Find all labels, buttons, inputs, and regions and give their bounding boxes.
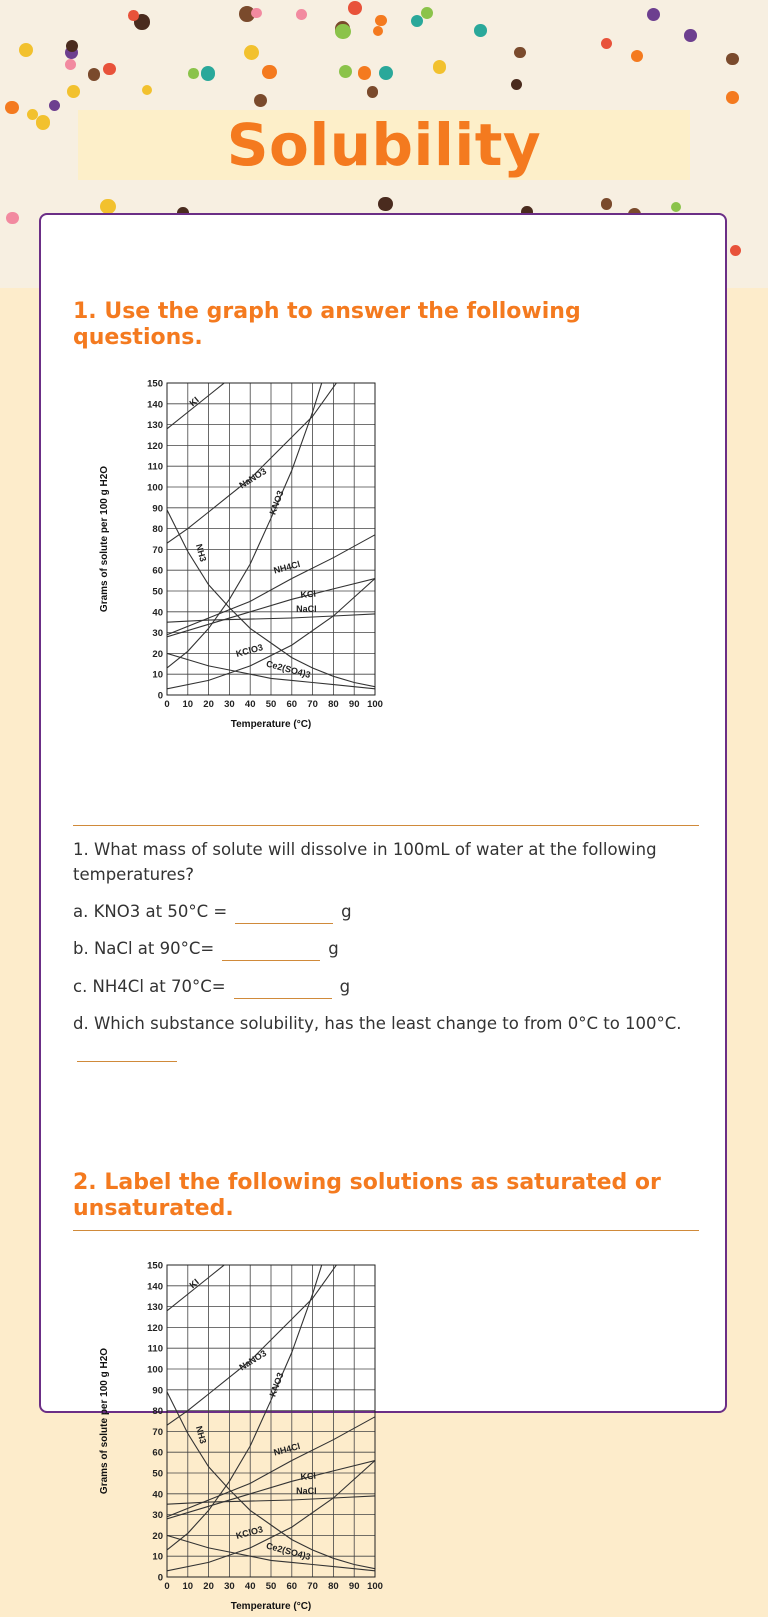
x-tick-label: 40 xyxy=(244,1581,256,1592)
y-tick-label: 20 xyxy=(152,1530,163,1542)
x-tick-label: 70 xyxy=(307,1581,318,1592)
series-label: KCl xyxy=(300,1470,317,1482)
decor-dot xyxy=(6,212,19,225)
series-label: NH4Cl xyxy=(272,558,302,576)
x-tick-label: 60 xyxy=(286,1581,298,1592)
decor-dot xyxy=(411,15,424,28)
x-tick-label: 50 xyxy=(265,1581,277,1592)
y-tick-label: 30 xyxy=(152,628,163,640)
solubility-graph-2 xyxy=(77,1257,383,1617)
x-axis-label: Temperature (°C) xyxy=(230,719,312,730)
decor-dot xyxy=(254,94,267,107)
answer-1b-field[interactable] xyxy=(222,942,320,961)
decor-dot xyxy=(244,45,260,61)
series-label: NaCl xyxy=(296,603,317,614)
decor-dot xyxy=(296,9,307,20)
series-label: NH3 xyxy=(193,542,209,563)
decor-dot xyxy=(262,65,276,79)
decor-dot xyxy=(100,199,116,215)
unit-g: g xyxy=(339,977,351,996)
decor-dot xyxy=(358,66,372,80)
series-label: KI xyxy=(187,1276,201,1291)
question-1d-label: d. Which substance solubility, has the least change to from 0°C to 100°C. xyxy=(73,1014,682,1033)
question-2-heading: 2. Label the following solutions as saturated or unsaturated. xyxy=(73,1170,661,1221)
unit-g: g xyxy=(341,902,352,921)
x-tick-label: 30 xyxy=(224,1581,235,1592)
decor-dot xyxy=(514,47,525,58)
decor-dot xyxy=(88,68,101,81)
decor-dot xyxy=(348,1,362,15)
series-label: NaNO3 xyxy=(237,466,269,491)
decor-dot xyxy=(67,85,80,98)
y-tick-label: 90 xyxy=(152,1385,163,1397)
y-tick-label: 40 xyxy=(152,607,163,619)
y-tick-label: 20 xyxy=(152,648,163,660)
series-label: KI xyxy=(187,394,201,409)
question-1c xyxy=(73,974,693,999)
decor-dot xyxy=(188,68,198,78)
x-tick-label: 0 xyxy=(164,1581,170,1592)
y-tick-label: 90 xyxy=(152,503,163,515)
decor-dot xyxy=(36,115,50,129)
question-1c-label: c. NH4Cl at 70°C= xyxy=(73,977,226,996)
decor-dot xyxy=(433,60,447,74)
decor-dot xyxy=(511,79,522,90)
y-tick-label: 60 xyxy=(152,565,163,577)
series-label: NH3 xyxy=(193,1424,209,1445)
series-label: NaNO3 xyxy=(237,1348,269,1373)
y-tick-label: 130 xyxy=(147,1302,163,1314)
question-1a-label: a. KNO3 at 50°C = xyxy=(73,902,228,921)
decor-dot xyxy=(367,86,378,97)
decor-dot xyxy=(684,29,696,41)
answer-1c-field[interactable] xyxy=(234,980,332,999)
y-tick-label: 120 xyxy=(147,440,163,452)
decor-dot xyxy=(103,63,116,76)
decor-dot xyxy=(421,7,433,19)
y-tick-label: 70 xyxy=(152,544,163,556)
solubility-graph-1 xyxy=(77,375,383,735)
unit-g: g xyxy=(328,939,339,958)
y-tick-label: 120 xyxy=(147,1322,163,1334)
decor-dot xyxy=(375,15,387,27)
x-tick-label: 0 xyxy=(164,699,170,710)
question-1-heading: 1. Use the graph to answer the following questions. xyxy=(73,299,581,350)
y-tick-label: 80 xyxy=(152,1406,163,1418)
decor-dot xyxy=(474,24,486,36)
decor-dot xyxy=(128,10,138,20)
decor-dot xyxy=(671,202,681,212)
decor-dot xyxy=(601,198,613,210)
y-tick-label: 70 xyxy=(152,1426,163,1438)
decor-dot xyxy=(5,101,19,115)
question-1a xyxy=(73,899,693,924)
worksheet-card xyxy=(39,213,727,1612)
decor-dot xyxy=(631,50,643,62)
y-tick-label: 150 xyxy=(147,378,163,390)
series-label: Ce2(SO4)3 xyxy=(265,1540,312,1562)
title-box xyxy=(78,110,690,180)
x-tick-label: 10 xyxy=(182,699,194,710)
decor-dot xyxy=(601,38,612,49)
x-tick-label: 50 xyxy=(265,699,277,710)
x-tick-label: 30 xyxy=(224,699,235,710)
y-axis-label: Grams of solute per 100 g H2O xyxy=(99,1347,110,1495)
y-tick-label: 10 xyxy=(152,1551,163,1563)
y-tick-label: 100 xyxy=(147,482,163,494)
series-label: KNO3 xyxy=(267,1371,286,1399)
x-tick-label: 70 xyxy=(307,699,318,710)
y-tick-label: 60 xyxy=(152,1447,163,1459)
x-tick-label: 100 xyxy=(367,1581,383,1592)
x-tick-label: 80 xyxy=(328,699,339,710)
y-tick-label: 40 xyxy=(152,1489,163,1501)
x-tick-label: 90 xyxy=(348,1581,360,1592)
series-label: Ce2(SO4)3 xyxy=(265,658,312,680)
decor-dot xyxy=(27,109,38,120)
question-1b xyxy=(73,936,693,961)
decor-dot xyxy=(19,43,33,57)
y-tick-label: 10 xyxy=(152,669,163,681)
decor-dot xyxy=(339,65,352,78)
series-label: KNO3 xyxy=(267,489,286,517)
decor-dot xyxy=(251,8,261,18)
y-axis-label: Grams of solute per 100 g H2O xyxy=(99,465,110,613)
decor-dot xyxy=(726,53,739,66)
decor-dot xyxy=(730,245,741,256)
series-label: NH4Cl xyxy=(272,1440,302,1458)
y-tick-label: 110 xyxy=(147,461,163,473)
y-tick-label: 30 xyxy=(152,1510,163,1522)
y-tick-label: 0 xyxy=(157,690,163,702)
x-tick-label: 20 xyxy=(203,699,214,710)
x-axis-label: Temperature (°C) xyxy=(230,1601,312,1612)
x-tick-label: 10 xyxy=(182,1581,194,1592)
decor-dot xyxy=(49,100,60,111)
decor-dot xyxy=(373,26,383,36)
answer-1a-field[interactable] xyxy=(235,905,333,924)
decor-dot xyxy=(142,85,152,95)
y-tick-label: 50 xyxy=(152,586,163,598)
divider xyxy=(73,825,699,826)
y-tick-label: 100 xyxy=(147,1364,163,1376)
y-tick-label: 0 xyxy=(157,1572,163,1584)
decor-dot xyxy=(201,66,215,80)
x-tick-label: 80 xyxy=(328,1581,339,1592)
y-tick-label: 50 xyxy=(152,1468,163,1480)
y-tick-label: 130 xyxy=(147,420,163,432)
decor-dot xyxy=(726,91,739,104)
question-1b-label: b. NaCl at 90°C= xyxy=(73,939,215,958)
y-tick-label: 140 xyxy=(147,1281,163,1293)
x-tick-label: 20 xyxy=(203,1581,214,1592)
series-label: KCl xyxy=(300,588,317,600)
x-tick-label: 90 xyxy=(348,699,360,710)
y-tick-label: 140 xyxy=(147,399,163,411)
series-label: KClO3 xyxy=(234,642,265,659)
decor-dot xyxy=(65,59,76,70)
x-tick-label: 60 xyxy=(286,699,298,710)
y-tick-label: 150 xyxy=(147,1260,163,1272)
x-tick-label: 40 xyxy=(244,699,256,710)
answer-1d-field[interactable] xyxy=(77,1043,177,1062)
y-tick-label: 80 xyxy=(152,524,163,536)
series-label: KClO3 xyxy=(234,1524,265,1541)
divider xyxy=(73,1230,699,1231)
series-label: NaCl xyxy=(296,1485,317,1496)
decor-dot xyxy=(378,197,393,212)
x-tick-label: 100 xyxy=(367,699,383,710)
page-title: Solubility xyxy=(226,111,542,179)
decor-dot xyxy=(647,8,660,21)
decor-dot xyxy=(335,24,350,39)
decor-dot xyxy=(379,66,393,80)
question-1-prompt: 1. What mass of solute will dissolve in 100mL of water at the following temperatures? xyxy=(73,840,657,884)
y-tick-label: 110 xyxy=(147,1343,163,1355)
